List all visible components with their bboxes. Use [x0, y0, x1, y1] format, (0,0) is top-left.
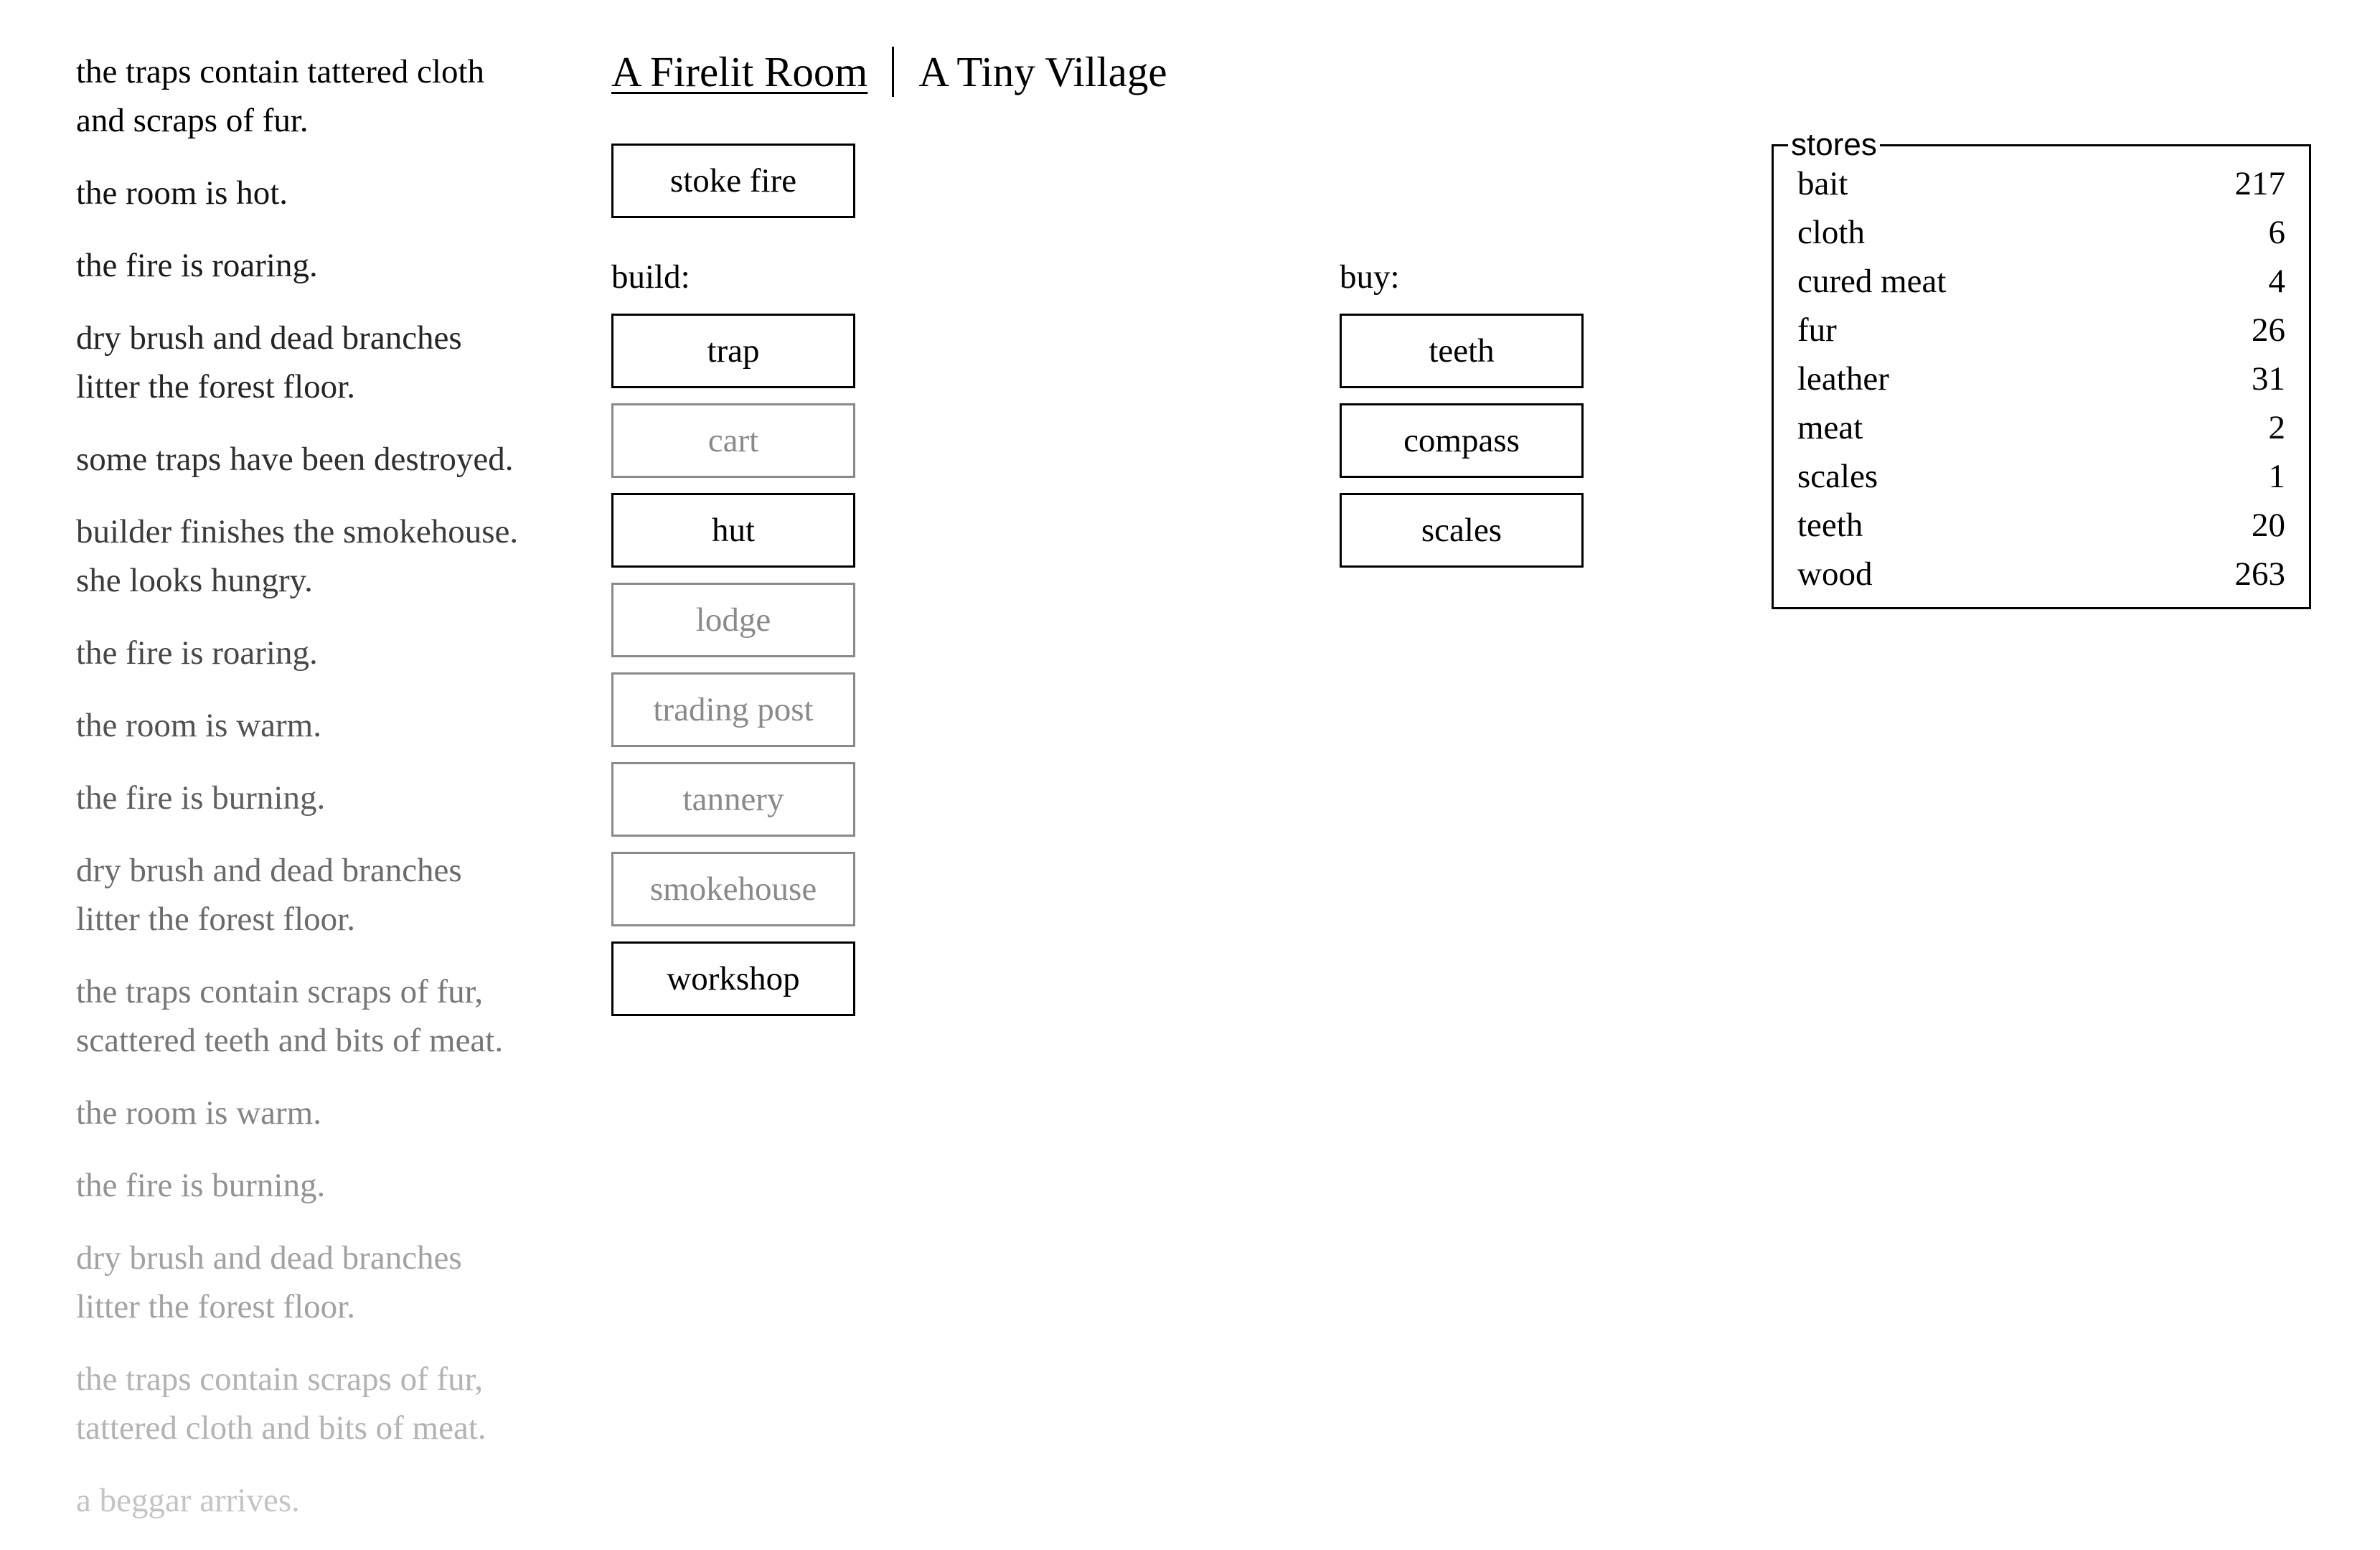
stores-panel: [1772, 127, 2311, 609]
header-divider: [892, 47, 894, 97]
location-header: [611, 44, 1167, 99]
store-row: [1797, 403, 2285, 452]
store-count: 31: [2252, 360, 2285, 398]
build-trap-button[interactable]: trap: [611, 314, 855, 388]
log-entry: the traps contain scraps of fur, scattered teeth and bits of meat.: [76, 973, 504, 1059]
log-entry: the traps contain tattered cloth and scraps of fur.: [76, 53, 485, 139]
store-count: 4: [2268, 263, 2285, 300]
store-count: 20: [2252, 507, 2285, 544]
log-entry: the room is hot.: [76, 174, 288, 212]
stores-title: stores: [1788, 125, 1880, 165]
store-name: cured meat: [1797, 263, 1947, 300]
store-row: [1797, 257, 2285, 306]
log-entry: the fire is burning.: [76, 779, 326, 817]
store-name: bait: [1797, 165, 1848, 202]
store-row: [1797, 306, 2285, 354]
build-smokehouse-button[interactable]: smokehouse: [611, 852, 855, 926]
tab-tiny-village[interactable]: A Tiny Village: [918, 47, 1167, 95]
log-entry: the fire is roaring.: [76, 247, 318, 284]
build-hut-button[interactable]: hut: [611, 493, 855, 568]
buy-compass-button[interactable]: compass: [1340, 403, 1584, 478]
store-name: meat: [1797, 409, 1863, 446]
store-row: [1797, 501, 2285, 550]
buy-label: buy:: [1340, 258, 1400, 296]
store-name: wood: [1797, 555, 1873, 593]
store-count: 26: [2252, 311, 2285, 349]
log-entry: a beggar arrives.: [76, 1482, 300, 1519]
log-entry: dry brush and dead branches litter the forest floor.: [76, 1239, 462, 1325]
log-entry: the room is warm.: [76, 707, 321, 744]
log-entry: builder finishes the smokehouse. she looks hungry.: [76, 513, 519, 599]
store-count: 6: [2268, 214, 2285, 251]
build-trading-post-button[interactable]: trading post: [611, 672, 855, 747]
log-entry: the traps contain scraps of fur, tattered cloth and bits of meat.: [76, 1361, 486, 1447]
store-name: scales: [1797, 458, 1878, 495]
build-lodge-button[interactable]: lodge: [611, 583, 855, 657]
log-entry: some traps have been destroyed.: [76, 441, 514, 478]
store-name: cloth: [1797, 214, 1865, 251]
log-entry: the room is warm.: [76, 1094, 321, 1132]
tab-firelit-room[interactable]: A Firelit Room: [611, 47, 868, 95]
build-tannery-button[interactable]: tannery: [611, 762, 855, 837]
store-count: 263: [2234, 555, 2285, 593]
store-row: [1797, 208, 2285, 257]
log-entry: the fire is burning.: [76, 1167, 326, 1204]
buy-teeth-button[interactable]: teeth: [1340, 314, 1584, 388]
buy-scales-button[interactable]: scales: [1340, 493, 1584, 568]
stoke-fire-button[interactable]: stoke fire: [611, 144, 855, 218]
store-name: fur: [1797, 311, 1837, 349]
store-count: 1: [2268, 458, 2285, 495]
build-cart-button[interactable]: cart: [611, 403, 855, 478]
build-label: build:: [611, 258, 690, 296]
log-entry: the fire is roaring.: [76, 634, 318, 672]
store-count: 2: [2268, 409, 2285, 446]
build-workshop-button[interactable]: workshop: [611, 941, 855, 1016]
store-name: teeth: [1797, 507, 1863, 544]
event-log: [76, 47, 578, 1550]
store-count: 217: [2234, 165, 2285, 202]
log-entry: dry brush and dead branches litter the forest floor.: [76, 852, 462, 938]
store-row: [1797, 452, 2285, 501]
store-row: [1797, 550, 2285, 598]
store-row: [1797, 354, 2285, 403]
store-name: leather: [1797, 360, 1889, 398]
log-entry: dry brush and dead branches litter the forest floor.: [76, 319, 462, 405]
store-row: [1797, 159, 2285, 208]
